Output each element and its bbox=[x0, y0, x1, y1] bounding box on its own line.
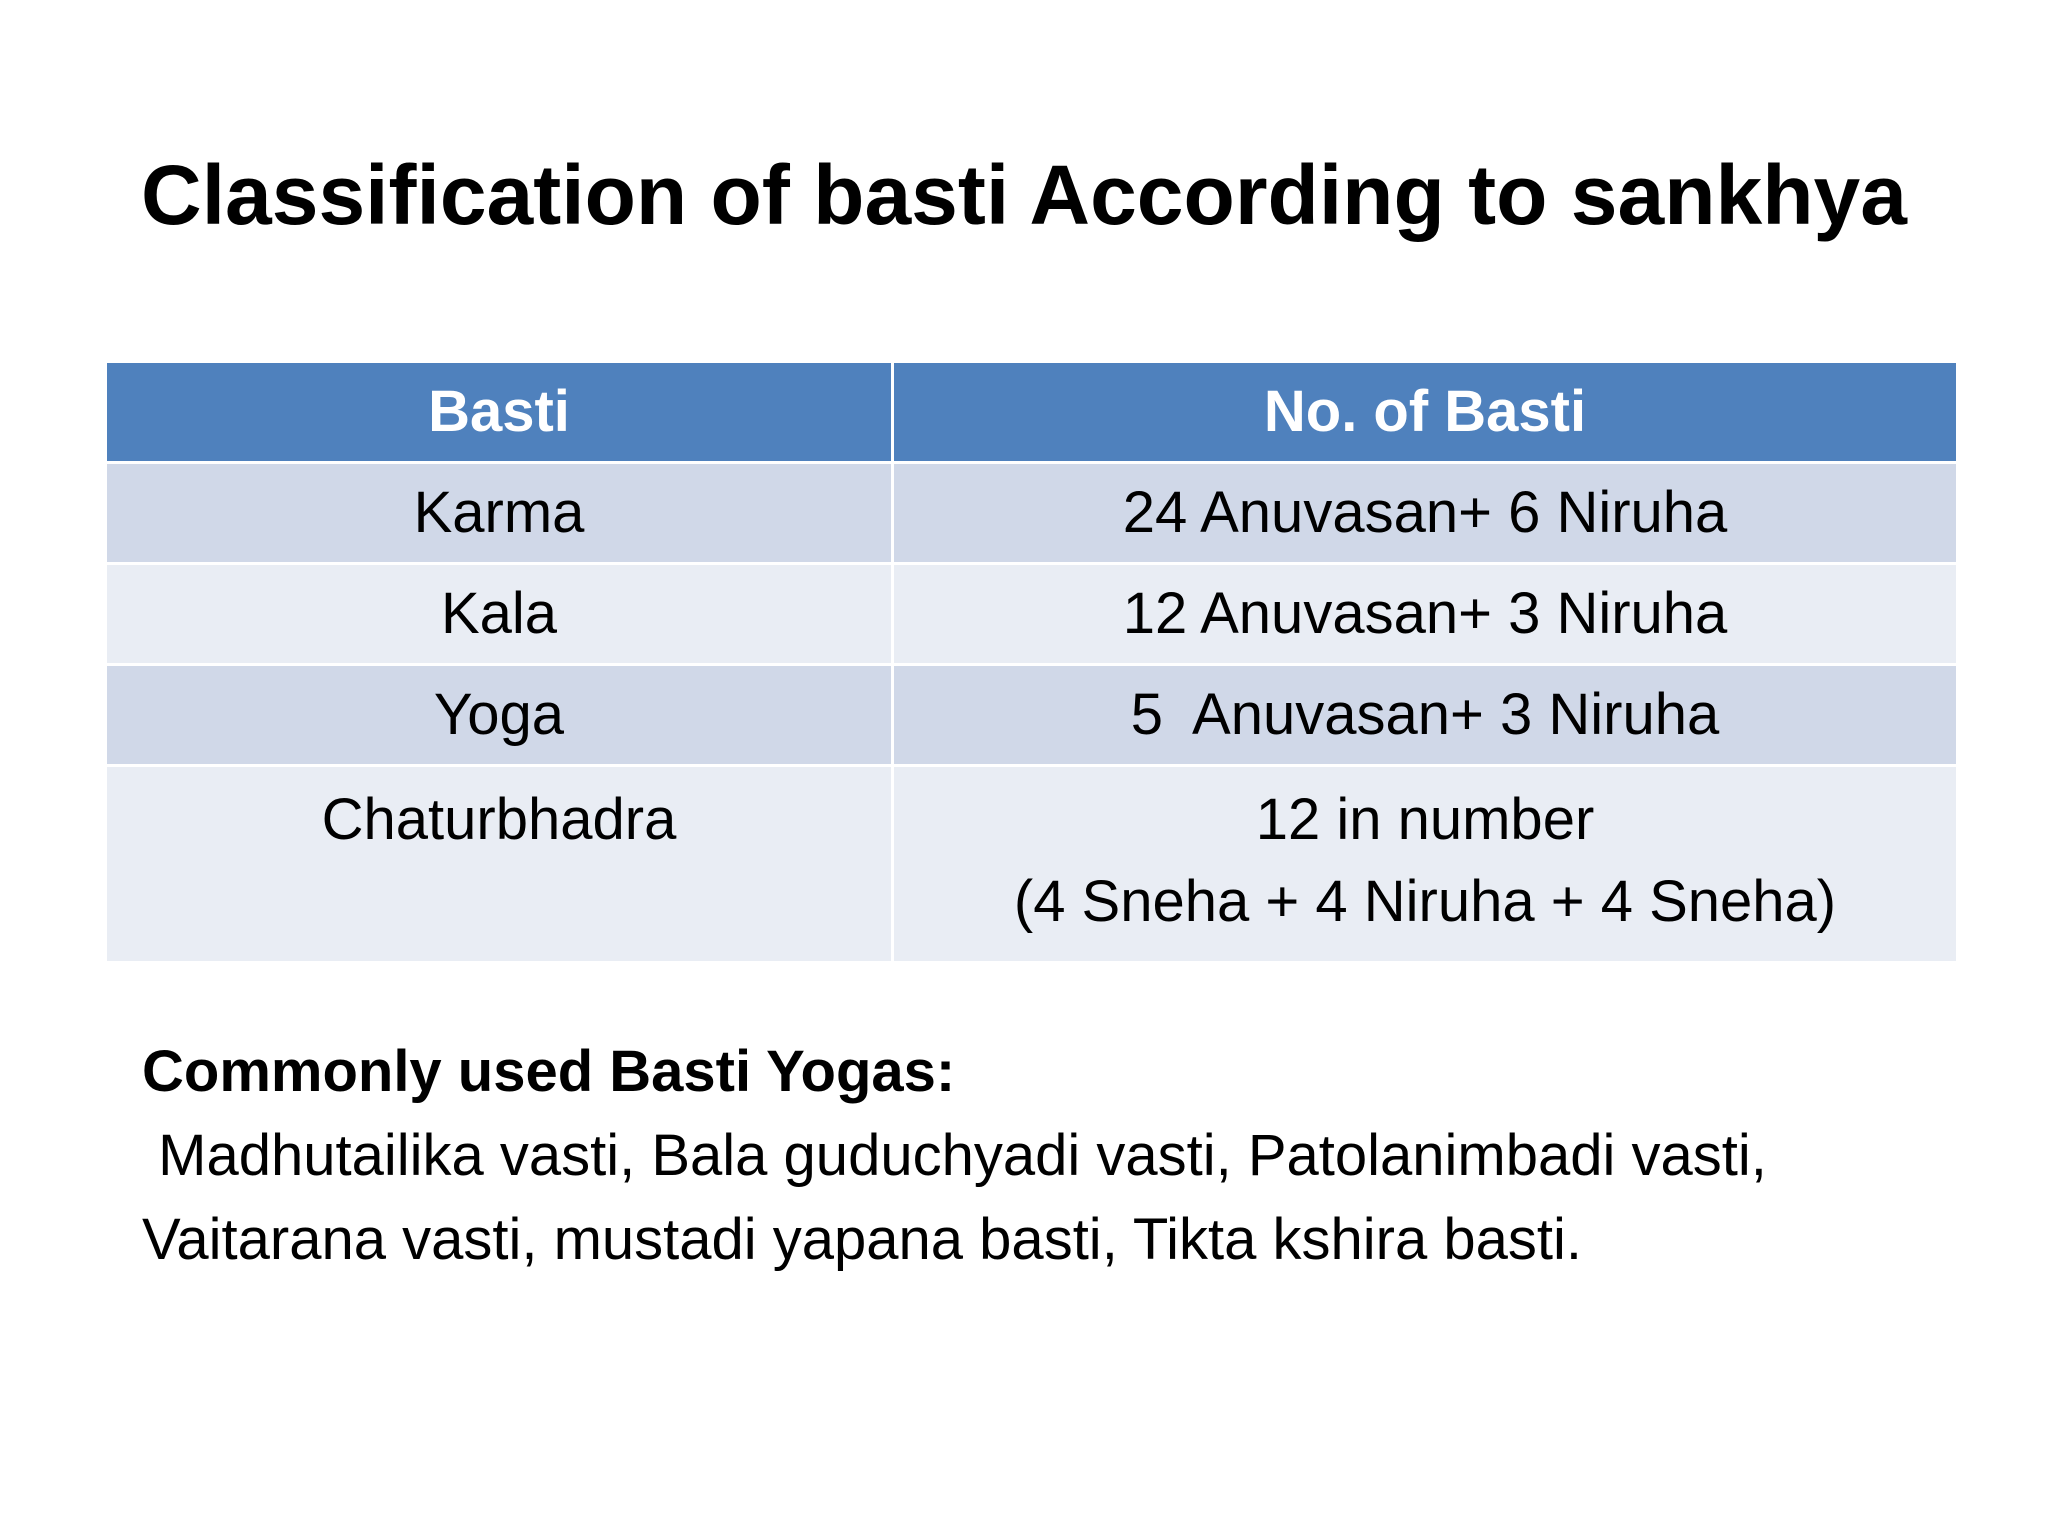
cell-no-of-basti bbox=[893, 665, 1958, 766]
cell-line: 24 Anuvasan+ 6 Niruha bbox=[1122, 480, 1728, 545]
cell-line: (4 Sneha + 4 Niruha + 4 Sneha) bbox=[1013, 869, 1837, 934]
cell-line: 12 in number bbox=[1255, 787, 1595, 852]
table-header-row bbox=[106, 362, 1958, 463]
section-body-line: Vaitarana vasti, mustadi yapana basti, Tikta kshira basti. bbox=[142, 1207, 1582, 1272]
section-body-line: Madhutailika vasti, Bala guduchyadi vasti, Patolanimbadi vasti, bbox=[142, 1123, 1767, 1188]
cell-basti: Karma bbox=[106, 463, 893, 564]
column-header-basti: Basti bbox=[106, 362, 893, 463]
section-heading: Commonly used Basti Yogas: bbox=[142, 1039, 956, 1104]
cell-no-of-basti bbox=[893, 463, 1958, 564]
cell-basti: Yoga bbox=[106, 665, 893, 766]
cell-no-of-basti bbox=[893, 766, 1958, 963]
cell-basti: Kala bbox=[106, 564, 893, 665]
table-row bbox=[106, 463, 1958, 564]
cell-no-of-basti bbox=[893, 564, 1958, 665]
table-row bbox=[106, 564, 1958, 665]
table-row bbox=[106, 665, 1958, 766]
column-header-no-of-basti: No. of Basti bbox=[893, 362, 1958, 463]
cell-line: 5 Anuvasan+ 3 Niruha bbox=[1130, 682, 1720, 747]
slide-title: Classification of basti According to sankhya bbox=[141, 148, 1907, 242]
cell-basti: Chaturbhadra bbox=[106, 766, 893, 963]
table-row bbox=[106, 766, 1958, 963]
cell-line: 12 Anuvasan+ 3 Niruha bbox=[1122, 581, 1728, 646]
basti-yogas-section bbox=[142, 1030, 1942, 1282]
basti-classification-table bbox=[104, 360, 1959, 964]
